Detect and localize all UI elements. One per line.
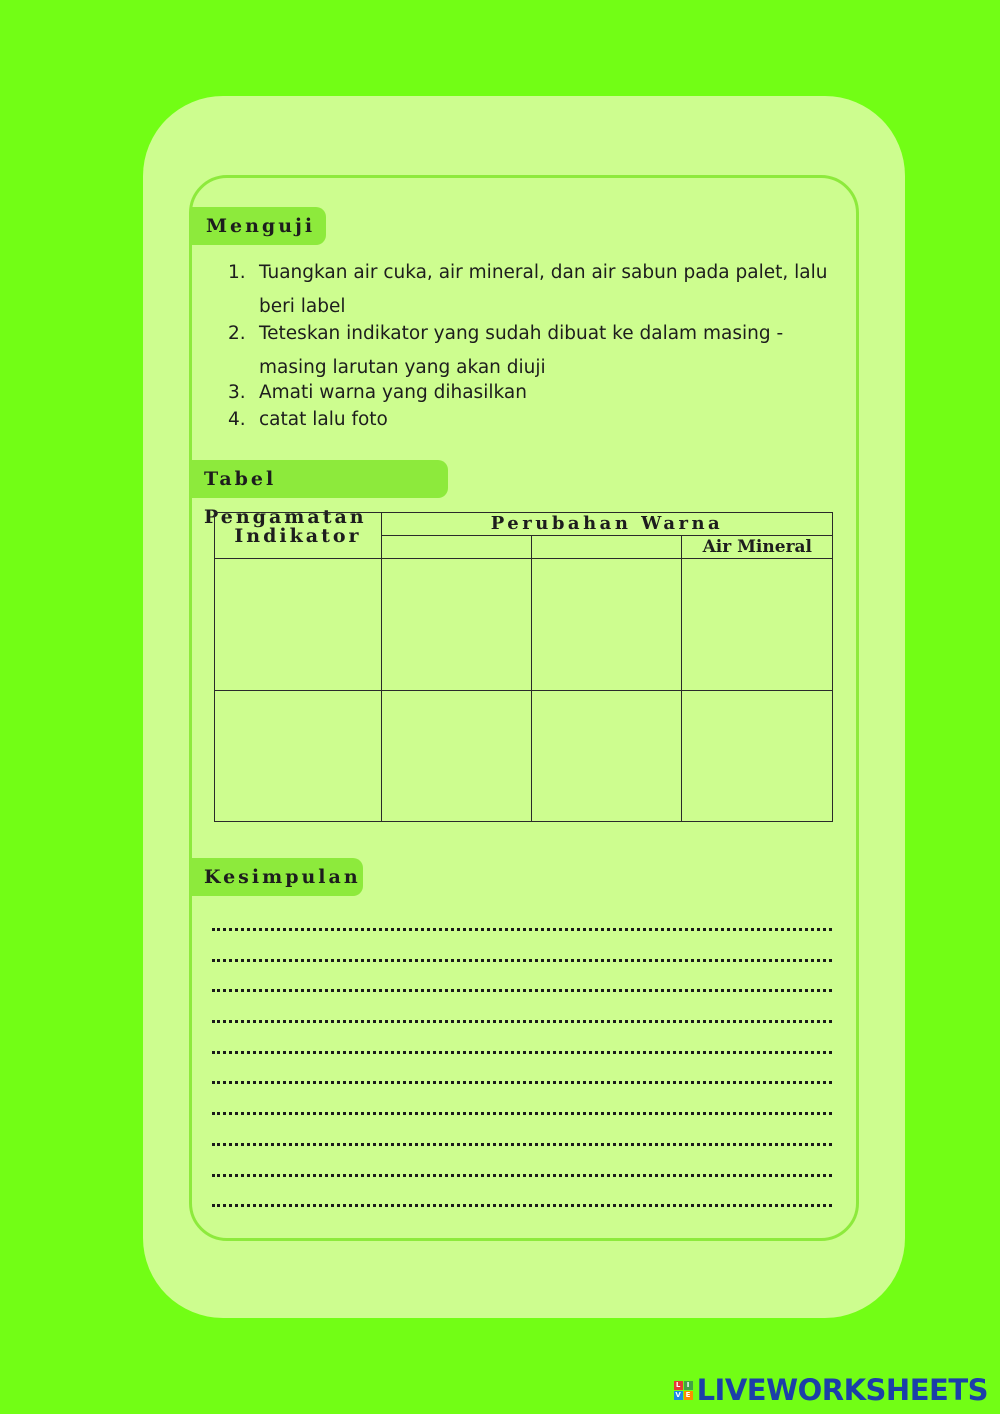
dotted-answer-line[interactable] [212, 1084, 832, 1115]
header-indikator: Indikator [215, 513, 382, 559]
table-cell[interactable] [215, 559, 382, 690]
subheader-air-mineral: Air Mineral [682, 536, 833, 559]
table-cell[interactable] [215, 690, 382, 821]
step-item [228, 317, 828, 385]
subheader-cell [382, 536, 532, 559]
dotted-answer-line[interactable] [212, 1115, 832, 1146]
logo-letter: L [674, 1381, 683, 1390]
dotted-answer-line[interactable] [212, 931, 832, 962]
step-item [228, 379, 828, 406]
step-text-line: catat lalu foto [259, 409, 388, 430]
dotted-answer-line[interactable] [212, 1146, 832, 1177]
step-number: 1. [228, 262, 246, 283]
section-label-kesimpulan: Kesimpulan [192, 858, 363, 896]
dotted-answer-line[interactable] [212, 1054, 832, 1085]
logo-letter: E [684, 1391, 693, 1400]
step-text-line: masing larutan yang akan diuji [259, 357, 546, 378]
kesimpulan-answer-lines[interactable] [212, 912, 832, 1207]
dotted-answer-line[interactable] [212, 912, 832, 931]
liveworksheets-logo-icon [674, 1381, 693, 1400]
step-number: 4. [228, 409, 246, 430]
step-text-line: Amati warna yang dihasilkan [259, 382, 527, 403]
liveworksheets-watermark [674, 1372, 988, 1408]
step-text-line: beri label [259, 296, 346, 317]
table-cell[interactable] [532, 690, 682, 821]
dotted-answer-line[interactable] [212, 1023, 832, 1054]
dotted-answer-line[interactable] [212, 1177, 832, 1208]
table-cell[interactable] [382, 690, 532, 821]
table-cell[interactable] [682, 690, 833, 821]
section-label-tabel-pengamatan: Tabel Pengamatan [192, 460, 448, 498]
section-label-menguji: Menguji [192, 207, 326, 245]
header-perubahan-warna: Perubahan Warna [382, 513, 833, 536]
watermark-text: LIVEWORKSHEETS [696, 1373, 988, 1407]
table-cell[interactable] [532, 559, 682, 690]
subheader-cell [532, 536, 682, 559]
step-text-line: Teteskan indikator yang sudah dibuat ke dalam masing - [259, 323, 784, 344]
table-cell[interactable] [382, 559, 532, 690]
table-cell[interactable] [682, 559, 833, 690]
step-number: 2. [228, 323, 246, 344]
step-text-line: Tuangkan air cuka, air mineral, dan air sabun pada palet, lalu [259, 262, 828, 283]
step-number: 3. [228, 382, 246, 403]
observation-table [214, 512, 833, 822]
dotted-answer-line[interactable] [212, 962, 832, 993]
logo-letter: V [675, 1390, 681, 1399]
dotted-answer-line[interactable] [212, 992, 832, 1023]
step-item [228, 256, 828, 324]
procedure-steps [228, 256, 828, 433]
logo-letter: I [684, 1381, 693, 1390]
step-item [228, 406, 828, 433]
